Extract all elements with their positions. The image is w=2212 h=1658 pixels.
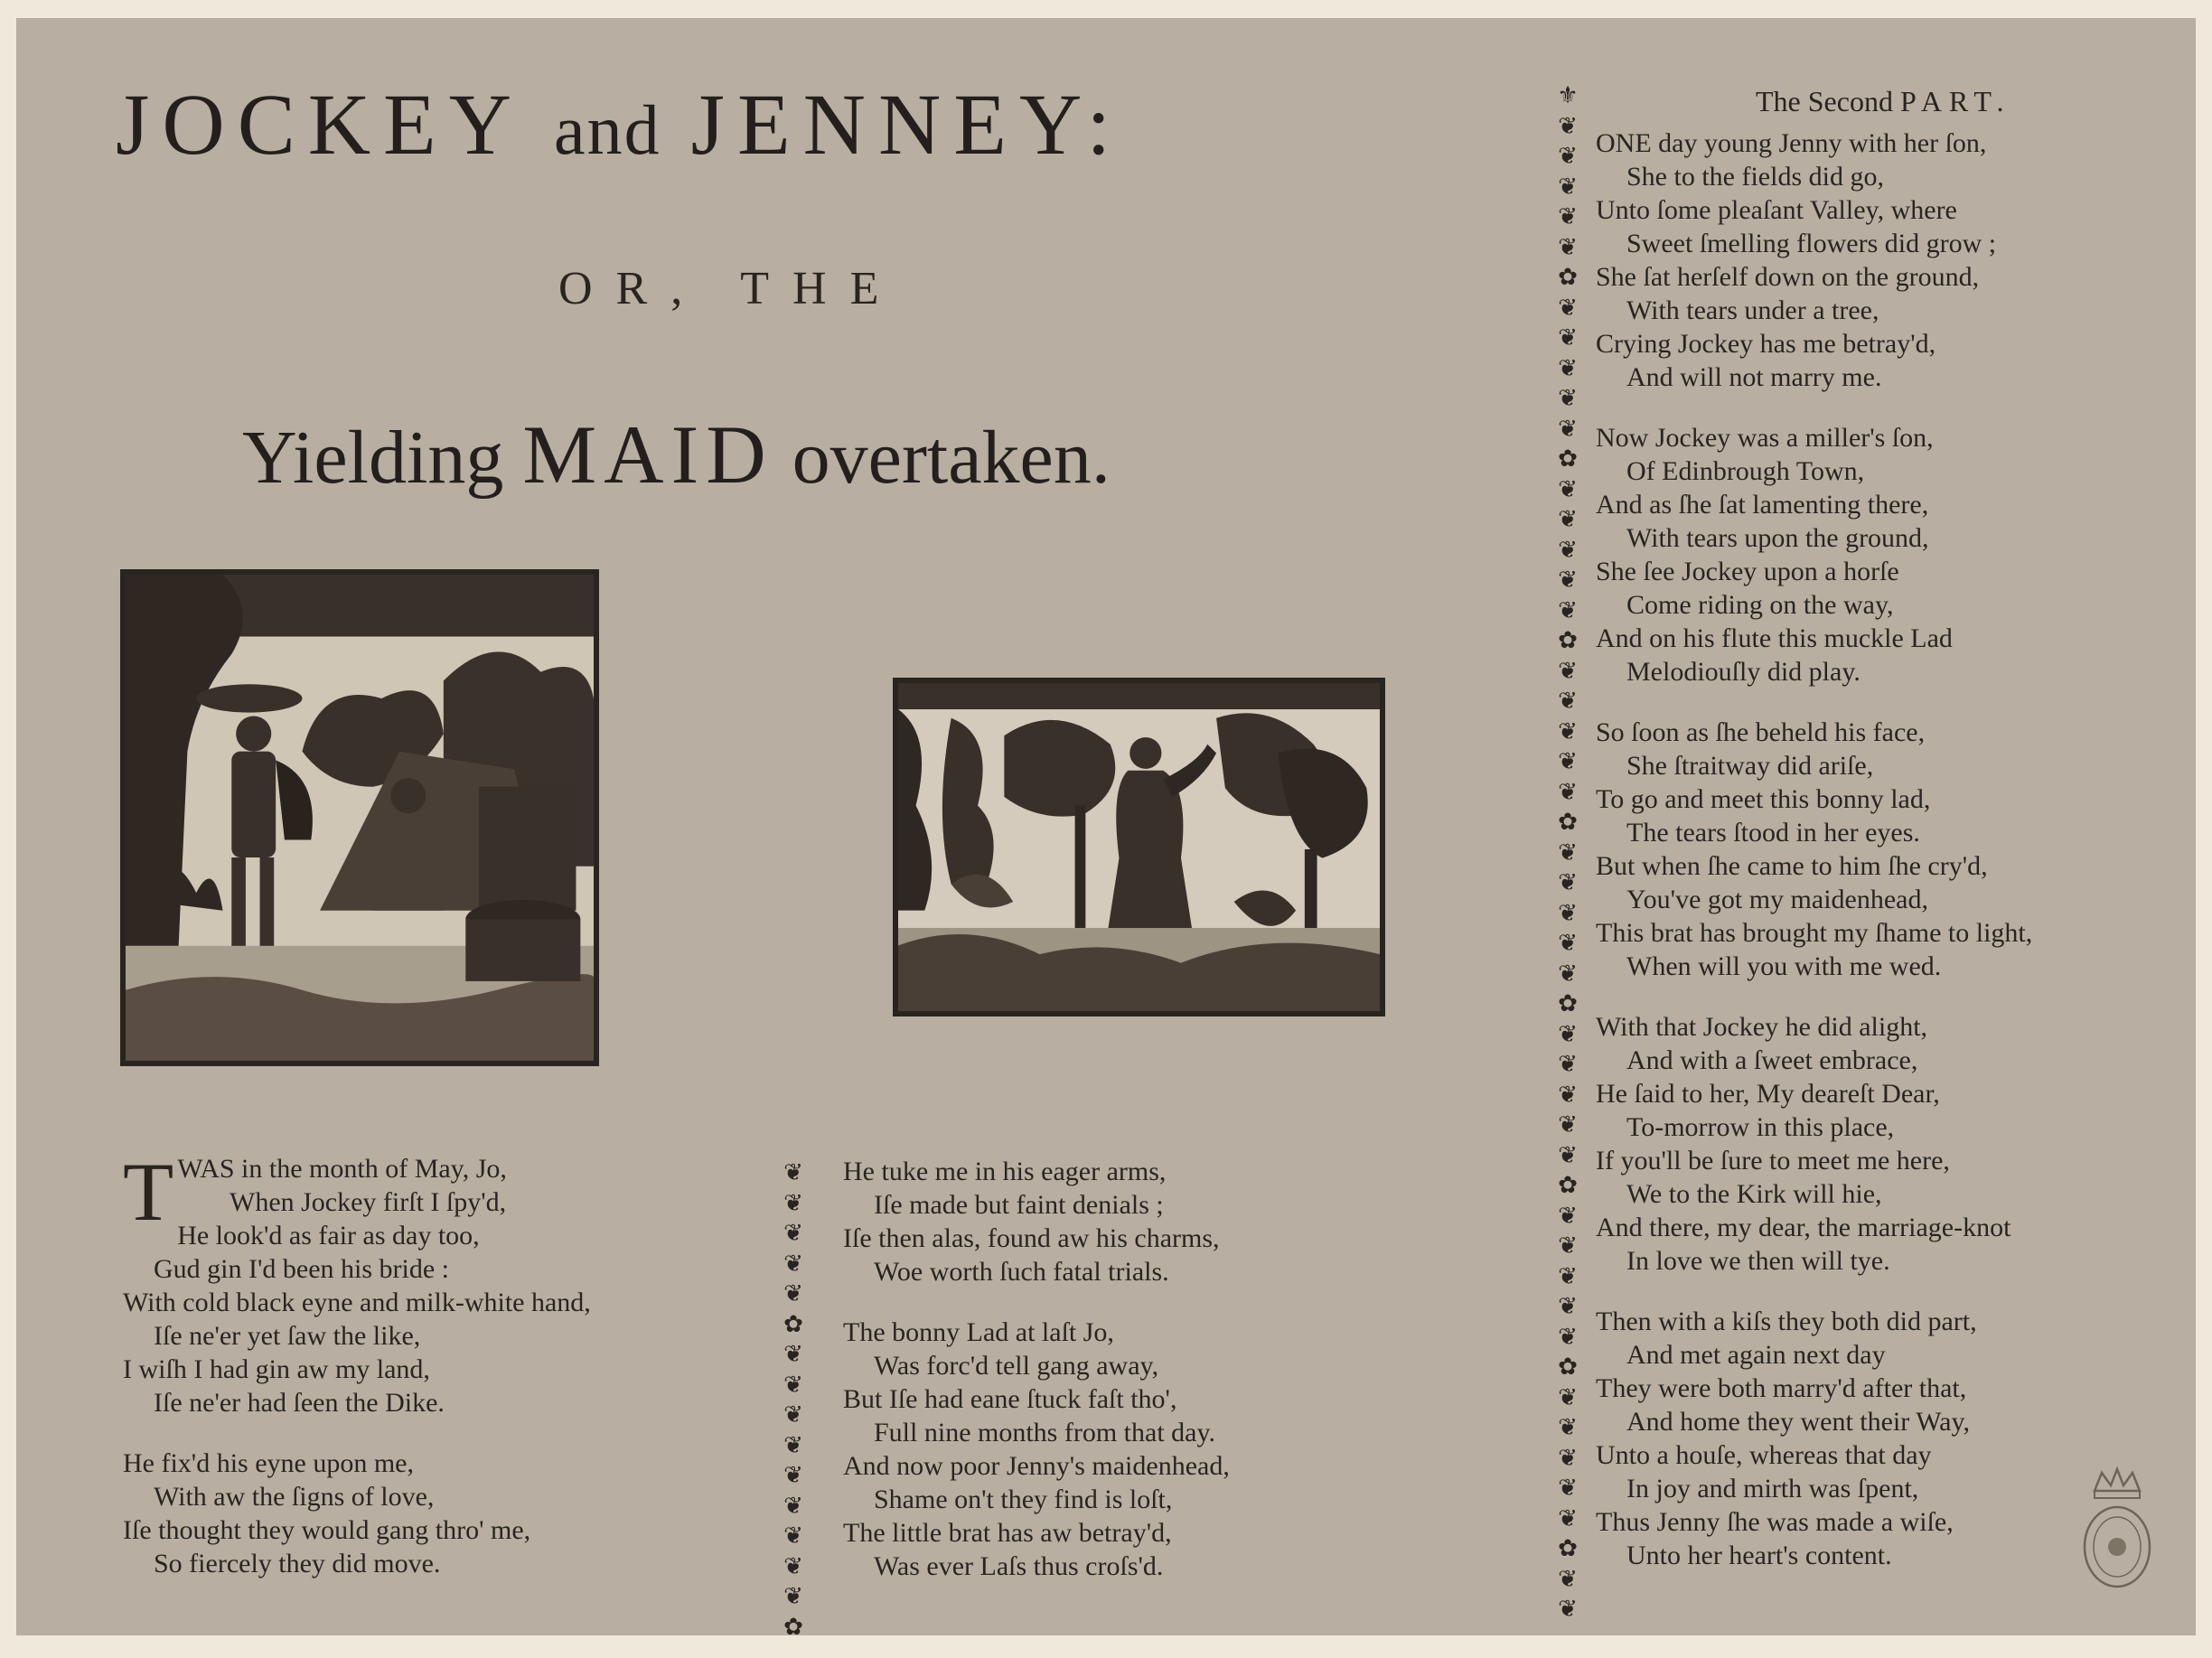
ornament-icon: ❦ — [1558, 1232, 1578, 1260]
verse-line: Unto a houſe, whereas that day — [1596, 1440, 1932, 1470]
ornament-border-1 — [780, 1158, 807, 1643]
verse-line: And on his flute this muckle Lad — [1596, 623, 1953, 653]
ornament-icon: ❦ — [1558, 930, 1578, 957]
ornament-icon: ❦ — [1558, 385, 1578, 412]
verse-line: He tuke me in his eager arms, — [843, 1157, 1167, 1186]
ornament-icon: ❦ — [783, 1522, 803, 1550]
ornament-icon: ❦ — [1558, 354, 1578, 382]
main-title — [116, 74, 1471, 174]
ornament-icon: ❦ — [1558, 1293, 1578, 1320]
ornament-icon: ✿ — [783, 1613, 803, 1641]
verse-line: And home they went their Way, — [1626, 1407, 1970, 1437]
verse-line: Was ever Laſs thus croſs'd. — [874, 1551, 1164, 1581]
ornament-icon: ❦ — [1558, 1383, 1578, 1411]
verse-line: Now Jockey was a miller's ſon, — [1596, 423, 1934, 453]
verse-line: The bonny Lad at laſt Jo, — [843, 1317, 1114, 1347]
ornament-icon: ❦ — [1558, 717, 1578, 745]
broadside-sheet — [16, 18, 2196, 1641]
verse-line: And there, my dear, the marriage-knot — [1596, 1213, 2011, 1242]
verse-line: When will you with me wed. — [1626, 951, 1942, 981]
ornament-icon: ❦ — [1558, 1504, 1578, 1532]
verse-line: You've got my maidenhead, — [1626, 885, 1928, 914]
ornament-icon: ❦ — [1558, 173, 1578, 201]
title-or-the: OR, THE — [558, 263, 903, 314]
ornament-icon: ❦ — [783, 1583, 803, 1610]
verse-line: With that Jockey he did alight, — [1596, 1012, 1928, 1042]
subtitle — [242, 407, 1111, 502]
ornament-icon: ❦ — [1558, 899, 1578, 927]
verse-line: She to the fields did go, — [1626, 162, 1884, 192]
heading-part: PART. — [1899, 85, 2011, 117]
ornament-icon: ❦ — [1558, 1262, 1578, 1290]
verse-line: Crying Jockey has me betray'd, — [1596, 329, 1936, 359]
verse-line: We to the Kirk will hie, — [1626, 1179, 1882, 1209]
heading-the-second: The Second — [1756, 85, 1893, 117]
verse-line: Shame on't they find is loſt, — [874, 1485, 1173, 1514]
stanza-3 — [843, 1155, 1230, 1288]
ornament-icon: ❦ — [783, 1492, 803, 1520]
verse-line: Iſe ne'er had ſeen the Dike. — [154, 1388, 445, 1418]
stanza-4 — [843, 1316, 1230, 1583]
subtitle-maid: MAID — [522, 408, 773, 501]
ornament-icon: ✿ — [1558, 1354, 1578, 1381]
verse-line: Was forc'd tell gang away, — [874, 1351, 1159, 1381]
ornament-icon: ❦ — [1558, 1020, 1578, 1048]
verse-line: She ſee Jockey upon a horſe — [1596, 557, 1899, 586]
verse-line: And as ſhe ſat lamenting there, — [1596, 490, 1929, 520]
verse-line: Iſe ne'er yet ſaw the like, — [154, 1321, 421, 1351]
ornament-icon: ❦ — [1558, 1051, 1578, 1078]
second-part-heading — [1756, 85, 2011, 118]
verse-line: Woe worth ſuch fatal trials. — [874, 1257, 1169, 1287]
title-jenney: JENNEY: — [690, 76, 1124, 173]
verse-line: The tears ſtood in her eyes. — [1626, 818, 1920, 848]
stanza-7 — [1596, 716, 2032, 983]
verse-line: So fiercely they did move. — [154, 1549, 441, 1578]
ornament-icon: ❦ — [1558, 596, 1578, 624]
verse-line: The little brat has aw betray'd, — [843, 1518, 1172, 1548]
stanza-2 — [123, 1447, 591, 1580]
subtitle-overtaken: overtaken. — [792, 416, 1111, 500]
ornament-icon: ✿ — [1558, 264, 1578, 291]
ornament-icon: ❦ — [783, 1431, 803, 1459]
library-stamp — [2076, 1464, 2158, 1590]
ornament-icon: ❦ — [1558, 112, 1578, 140]
verse-line: To-morrow in this place, — [1626, 1112, 1895, 1142]
verse-line: Then with a kiſs they both did part, — [1596, 1307, 1977, 1336]
verse-line: So ſoon as ſhe beheld his face, — [1596, 717, 1926, 747]
ornament-icon: ❦ — [1558, 415, 1578, 443]
verse-line: And will not marry me. — [1626, 362, 1882, 392]
verse-line: With cold black eyne and milk-white hand, — [123, 1288, 591, 1317]
ornament-icon: ❦ — [1558, 838, 1578, 866]
verse-line: Of Edinbrough Town, — [1626, 456, 1865, 486]
verse-line: Unto her heart's content. — [1626, 1541, 1892, 1570]
ornament-icon: ❦ — [783, 1220, 803, 1247]
stanza-9 — [1596, 1305, 2032, 1572]
verse-line: Gud gin I'd been his bride : — [154, 1254, 450, 1284]
ornament-icon: ✿ — [783, 1310, 803, 1338]
ornament-icon: ✿ — [1558, 627, 1578, 654]
ornament-icon: ❦ — [1558, 475, 1578, 503]
verse-line: In joy and mirth was ſpent, — [1626, 1474, 1919, 1503]
drop-cap: T — [123, 1146, 174, 1238]
verse-column-1 — [123, 1146, 591, 1607]
ornament-icon: ❦ — [1558, 567, 1578, 594]
verse-line: This brat has brought my ſhame to light, — [1596, 918, 2033, 948]
ornament-icon: ✿ — [1558, 1172, 1578, 1199]
ornament-icon: ❦ — [1558, 1141, 1578, 1169]
verse-line: Melodiouſly did play. — [1626, 657, 1861, 687]
ornament-icon: ❦ — [1558, 233, 1578, 261]
verse-line: ONE day young Jenny with her ſon, — [1596, 128, 1987, 158]
ornament-icon: ❦ — [783, 1401, 803, 1429]
ornament-icon: ❦ — [1558, 1596, 1578, 1623]
ornament-icon: ❦ — [783, 1280, 803, 1307]
verse-line: To go and meet this bonny lad, — [1596, 784, 1931, 814]
woodcut-woman-in-grove — [893, 678, 1385, 1016]
verse-line: He ſaid to her, My deareſt Dear, — [1596, 1079, 1940, 1109]
stanza-8 — [1596, 1010, 2032, 1278]
ornament-icon: ✿ — [1558, 990, 1578, 1017]
ornament-icon: ❦ — [1558, 324, 1578, 351]
ornament-icon: ❦ — [1558, 1202, 1578, 1230]
ornament-icon: ❦ — [1558, 1414, 1578, 1441]
ornament-icon: ❦ — [783, 1552, 803, 1580]
verse-line: With tears under a tree, — [1626, 295, 1879, 325]
ornament-icon: ❦ — [1558, 506, 1578, 533]
verse-line: He look'd as fair as day too, — [177, 1221, 480, 1251]
verse-line: But when ſhe came to him ſhe cry'd, — [1596, 851, 1988, 881]
ornament-icon: ✿ — [1558, 445, 1578, 473]
verse-line: She ſat herſelf down on the ground, — [1596, 262, 1980, 292]
ornament-icon: ❦ — [783, 1189, 803, 1217]
verse-line: WAS in the month of May, Jo, — [177, 1154, 507, 1184]
verse-line: Thus Jenny ſhe was made a wiſe, — [1596, 1507, 1954, 1537]
verse-line: Full nine months from that day. — [874, 1418, 1216, 1447]
ornament-icon: ❦ — [1558, 1111, 1578, 1138]
ornament-icon: ❦ — [1558, 294, 1578, 322]
ornament-icon: ❦ — [783, 1250, 803, 1278]
verse-line: And now poor Jenny's maidenhead, — [843, 1451, 1230, 1481]
ornament-icon: ❦ — [1558, 657, 1578, 685]
verse-line: With aw the ſigns of love, — [154, 1482, 435, 1512]
ornament-icon: ❦ — [1558, 1565, 1578, 1593]
stanza-1 — [123, 1146, 591, 1419]
subtitle-yielding: Yielding — [242, 416, 504, 500]
verse-line: Iſe then alas, found aw his charms, — [843, 1223, 1220, 1253]
verse-line: With tears upon the ground, — [1626, 523, 1929, 553]
ornament-icon: ✿ — [1558, 1535, 1578, 1562]
title-and: and — [554, 90, 661, 169]
ornament-icon: ❦ — [1558, 748, 1578, 775]
verse-line: If you'll be ſure to meet me here, — [1596, 1146, 1950, 1176]
verse-line: They were both marry'd after that, — [1596, 1373, 1967, 1403]
ornament-icon: ❦ — [1558, 1323, 1578, 1351]
stanza-6 — [1596, 421, 2032, 688]
ornament-icon: ❦ — [1558, 203, 1578, 230]
verse-line: In love we then will tye. — [1626, 1246, 1890, 1276]
fleur-de-lis-icon: ⚜ — [1557, 82, 1579, 109]
verse-line: Sweet ſmelling flowers did grow ; — [1626, 229, 1997, 258]
verse-line: I wiſh I had gin aw my land, — [123, 1354, 430, 1384]
woodcut-man-and-woman-at-well — [120, 569, 599, 1066]
verse-line: He fix'd his eyne upon me, — [123, 1448, 415, 1478]
ornament-icon: ❦ — [1558, 143, 1578, 170]
ornament-icon: ❦ — [1558, 960, 1578, 988]
verse-line: Unto ſome pleaſant Valley, where — [1596, 195, 1957, 225]
ornament-icon: ❦ — [1558, 688, 1578, 715]
verse-line: Iſe thought they would gang thro' me, — [123, 1515, 531, 1545]
verse-column-3 — [1596, 126, 2032, 1599]
ornament-icon: ❦ — [783, 1462, 803, 1489]
verse-line: Come riding on the way, — [1626, 590, 1894, 620]
ornament-border-2 — [1552, 81, 1583, 1625]
ornament-icon: ❦ — [783, 1159, 803, 1186]
verse-line: And met again next day — [1626, 1340, 1886, 1370]
verse-line: And with a ſweet embrace, — [1626, 1045, 1918, 1075]
stanza-5 — [1596, 126, 2032, 394]
title-jockey: JOCKEY — [116, 76, 525, 173]
ornament-icon: ❦ — [783, 1371, 803, 1399]
verse-line: But Iſe had eane ſtuck faſt tho', — [843, 1384, 1177, 1414]
verse-line: When Jockey firſt I ſpy'd, — [230, 1187, 507, 1217]
ornament-icon: ❦ — [1558, 536, 1578, 564]
verse-line: Iſe made but faint denials ; — [874, 1190, 1164, 1220]
verse-line: She ſtraitway did ariſe, — [1626, 751, 1874, 781]
ornament-icon: ❦ — [783, 1341, 803, 1368]
verse-column-2 — [843, 1155, 1230, 1610]
ornament-icon: ❦ — [1558, 869, 1578, 896]
ornament-icon: ❦ — [1558, 1475, 1578, 1502]
ornament-icon: ❦ — [1558, 1081, 1578, 1109]
ornament-icon: ❦ — [1558, 778, 1578, 806]
ornament-icon: ✿ — [1558, 809, 1578, 836]
ornament-icon: ❦ — [1558, 1444, 1578, 1472]
